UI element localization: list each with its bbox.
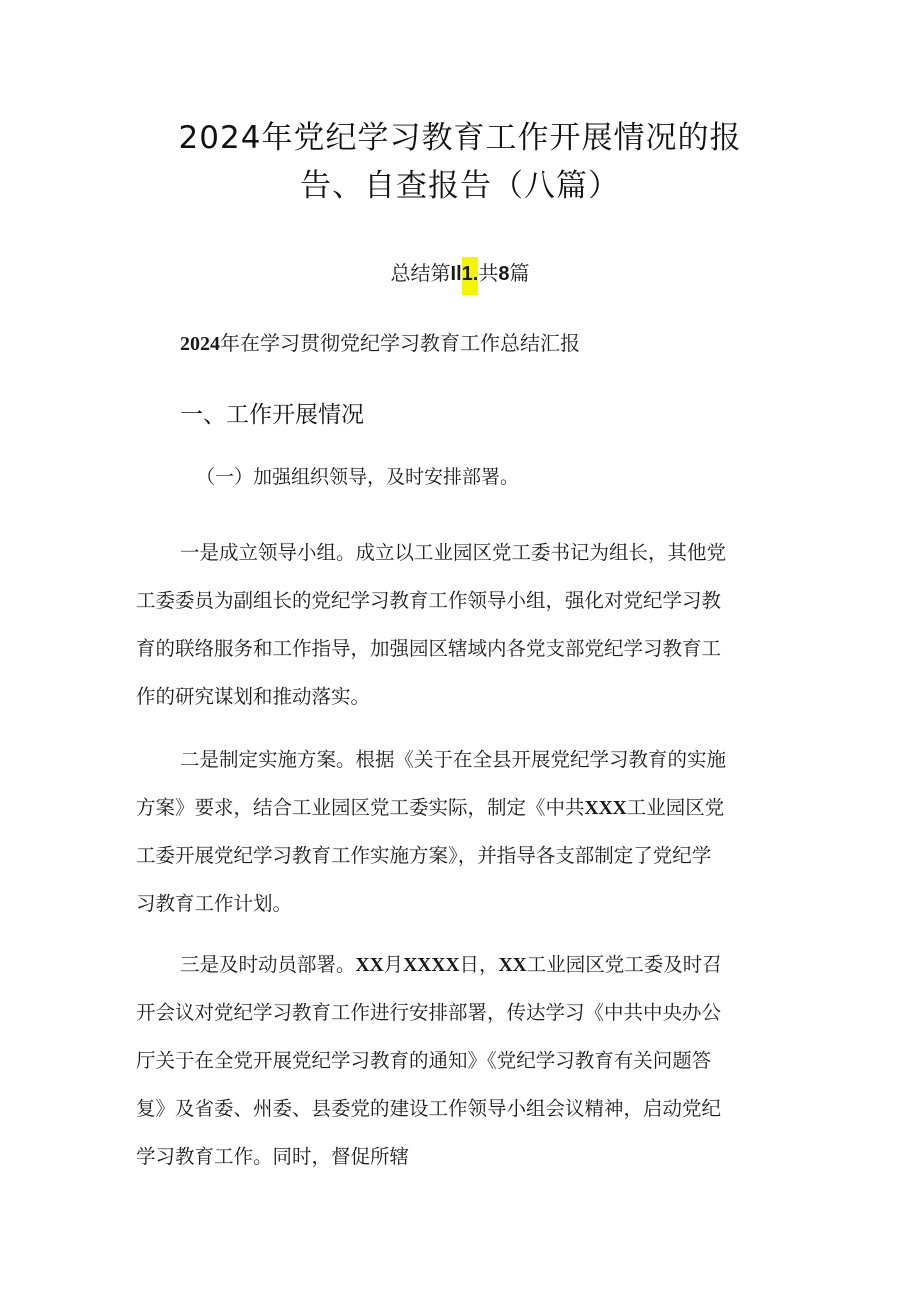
paragraph-line: 工委委员为副组长的党纪学习教育工作领导小组，强化对党纪学习教: [136, 589, 722, 612]
document-title-line-1: 2024年党纪学习教育工作开展情况的报: [178, 120, 742, 156]
placeholder-xxx: XXX: [584, 798, 627, 819]
subtitle-suffix: 篇: [509, 261, 530, 285]
placeholder-xx: XX: [355, 955, 384, 976]
paragraph-line: [136, 941, 786, 989]
paragraph-1: [136, 529, 786, 721]
paragraph-text: 方案》要求，结合工业园区党工委实际，制定《中共: [136, 796, 585, 819]
paragraph-line: 开会议对党纪学习教育工作进行安排部署，传达学习《中共中央办公: [136, 1001, 722, 1024]
subsection-heading-1: （一）加强组织领导，及时安排部署。: [196, 466, 520, 488]
paragraph-line: 习教育工作计划。: [136, 892, 293, 915]
paragraph-line: 工委开展党纪学习教育工作实施方案》，并指导各支部制定了党纪学: [136, 844, 712, 867]
document-subtitle: [0, 257, 920, 286]
paragraph-line: 复》及省委、州委、县委党的建设工作领导小组会议精神，启动党纪: [136, 1097, 722, 1120]
subtitle-number: Il: [450, 263, 462, 285]
paragraph-line: 一是成立领导小组。成立以工业园区党工委书记为组长，其他党: [180, 541, 727, 564]
paragraph-text: 日，: [459, 953, 499, 976]
paragraph-text: 月: [383, 953, 404, 976]
placeholder-xx: XX: [498, 955, 527, 976]
paragraph-line: 学习教育工作。同时，督促所辖: [136, 1145, 410, 1168]
paragraph-line: 厅关于在全党开展党纪学习教育的通知》《党纪学习教育有关问题答: [136, 1049, 712, 1072]
placeholder-xxxx: XXXX: [403, 955, 460, 976]
paragraph-line: [136, 784, 786, 832]
subtitle-count: 8: [498, 263, 510, 285]
subtitle-mid: 共: [478, 261, 499, 285]
section-heading-1: 一、工作开展情况: [180, 402, 364, 428]
report-heading: [180, 327, 580, 356]
report-heading-year: 2024: [180, 333, 220, 355]
paragraph-3: [136, 941, 786, 1181]
paragraph-line: 作的研究谋划和推动落实。: [136, 685, 371, 708]
subtitle-highlight: 1.: [462, 257, 479, 295]
subtitle-prefix: 总结第: [390, 261, 451, 285]
paragraph-2: [136, 736, 786, 928]
report-heading-text: 年在学习贯彻党纪学习教育工作总结汇报: [220, 331, 580, 355]
paragraph-line: 育的联络服务和工作指导，加强园区辖域内各党支部党纪学习教育工: [136, 637, 722, 660]
paragraph-text: 工业园区党: [626, 796, 725, 819]
paragraph-line: 二是制定实施方案。根据《关于在全县开展党纪学习教育的实施: [180, 748, 727, 771]
document-title-line-2: 告、自查报告（八篇）: [300, 168, 620, 204]
paragraph-text: 工业园区党工委及时召: [526, 953, 722, 976]
paragraph-text: 三是及时动员部署。: [180, 953, 356, 976]
